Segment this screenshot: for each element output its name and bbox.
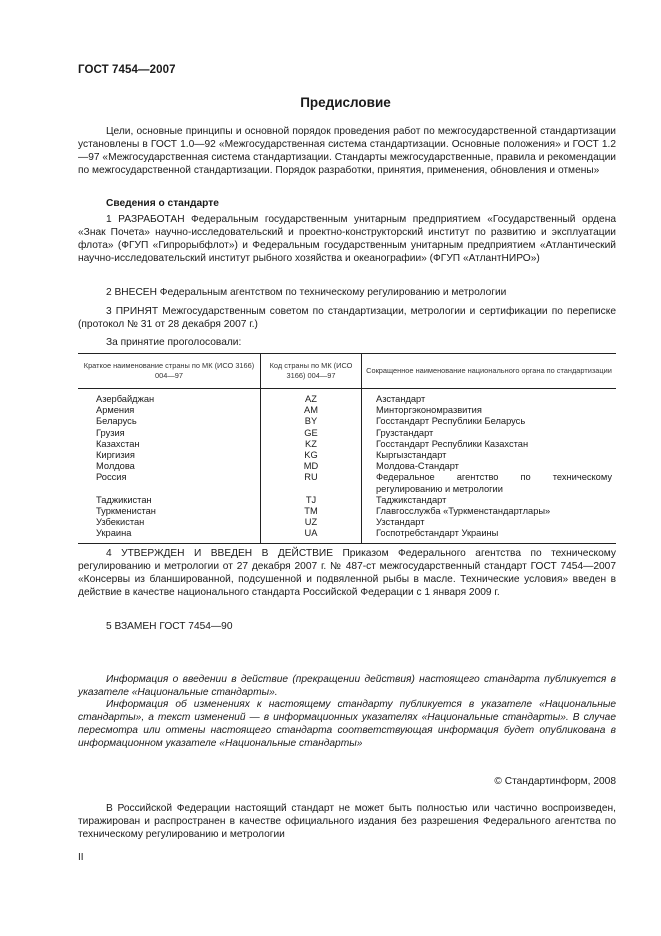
code-cell: UZ xyxy=(261,517,362,528)
table-row xyxy=(78,450,616,461)
intro-section xyxy=(78,125,616,177)
body-cell: Азстандарт xyxy=(362,389,617,406)
country-cell: Россия xyxy=(96,472,127,483)
body-cell: Госстандарт Республики Беларусь xyxy=(362,416,617,427)
code-cell: TM xyxy=(261,506,362,517)
country-cell: Армения xyxy=(96,405,135,416)
code-cell: KZ xyxy=(261,439,362,450)
country-cell: Таджикистан xyxy=(96,494,152,505)
column-header-body: Сокращенное наименование национального органа по стандартизации xyxy=(362,354,617,389)
code-cell: BY xyxy=(261,416,362,427)
notice-1 xyxy=(78,673,616,699)
code-cell: GE xyxy=(261,428,362,439)
body-cell: Таджикстандарт xyxy=(362,495,617,506)
item-3 xyxy=(78,305,616,331)
body-cell: Молдова-Стандарт xyxy=(362,461,617,472)
item-5 xyxy=(78,620,616,633)
item-5-text: 5 ВЗАМЕН ГОСТ 7454—90 xyxy=(106,621,233,632)
table-row xyxy=(78,472,616,494)
notice-2-text: Информация об изменениях к настоящему стандарту публикуется в указателе «Национальные стандарты», а текст изменений — в информационных указателях «Национальные стандарты». В случае пересмотра или отмены настоящего стандарта соответствующая информация будет опубликована в информационном указателе «Национальные стандарты» xyxy=(78,699,616,750)
item-1 xyxy=(78,213,616,265)
item-2-text: 2 ВНЕСЕН Федеральным агентством по техническому регулированию и метрологии xyxy=(106,287,507,298)
column-header-country: Краткое наименование страны по МК (ИСО 3166) 004—97 xyxy=(78,354,261,389)
code-cell: RU xyxy=(261,472,362,494)
vote-caption-block xyxy=(78,336,616,349)
item-4 xyxy=(78,547,616,599)
voting-table xyxy=(78,353,616,544)
notice-1-text: Информация о введении в действие (прекращении действия) настоящего стандарта публикуется в указателе «Национальные стандарты». xyxy=(78,674,616,699)
table-row xyxy=(78,528,616,543)
item-4-text: 4 УТВЕРЖДЕН И ВВЕДЕН В ДЕЙСТВИЕ Приказом Федерального агентства по техническому регулированию и метрологии от 27 декабря 2007 г. № 487-ст межгосударственный стандарт ГОСТ 7454—2007 «Консервы из бланшированной, подсушенной и подвяленной рыбы в масле. Технические условия» введен в действие в качестве национального стандарта Российской Федерации с 1 января 2009 г. xyxy=(78,548,616,599)
body-cell: Узстандарт xyxy=(362,517,617,528)
table-row xyxy=(78,405,616,416)
table-row xyxy=(78,517,616,528)
table-row xyxy=(78,495,616,506)
info-section xyxy=(78,197,616,210)
body-cell: Госпотребстандарт Украины xyxy=(362,528,617,543)
country-cell: Казахстан xyxy=(96,438,140,449)
item-2 xyxy=(78,286,616,299)
vote-caption: За принятие проголосовали: xyxy=(106,337,242,348)
country-cell: Киргизия xyxy=(96,450,135,461)
table-row xyxy=(78,506,616,517)
info-heading: Сведения о стандарте xyxy=(106,198,219,209)
column-header-code: Код страны по МК (ИСО 3166) 004—97 xyxy=(261,354,362,389)
body-cell: Федеральное агентство по техническому регулированию и метрологии xyxy=(362,472,617,494)
copyright-text: © Стандартинформ, 2008 xyxy=(494,776,616,787)
body-cell: Кыргызстандарт xyxy=(362,450,617,461)
country-cell: Туркменистан xyxy=(96,506,156,517)
country-cell: Беларусь xyxy=(96,416,137,427)
table-row xyxy=(78,428,616,439)
notice-2 xyxy=(78,698,616,750)
copyright-line xyxy=(78,775,616,788)
table-header-row xyxy=(78,354,616,389)
page-number: II xyxy=(78,852,84,863)
country-cell: Узбекистан xyxy=(96,517,145,528)
code-cell: AM xyxy=(261,405,362,416)
country-cell: Азербайджан xyxy=(96,394,155,404)
code-cell: UA xyxy=(261,528,362,543)
body-cell: Грузстандарт xyxy=(362,428,617,439)
country-cell: Молдова xyxy=(96,461,135,472)
table-row xyxy=(78,439,616,450)
page-title: Предисловие xyxy=(300,95,391,110)
body-cell: Госстандарт Республики Казахстан xyxy=(362,439,617,450)
code-cell: MD xyxy=(261,461,362,472)
code-cell: KG xyxy=(261,450,362,461)
table-row xyxy=(78,416,616,427)
code-cell: AZ xyxy=(261,389,362,406)
country-cell: Грузия xyxy=(96,427,125,438)
table-row xyxy=(78,461,616,472)
legal-text: В Российской Федерации настоящий стандарт не может быть полностью или частично воспроизведен, тиражирован и распространен в качестве официального издания без разрешения Федерального агентства по техническому регулированию и метрологии xyxy=(78,803,616,841)
body-cell: Главгосслужба «Туркменстандартлары» xyxy=(362,506,617,517)
intro-paragraph: Цели, основные принципы и основной порядок проведения работ по межгосударственной стандартизации установлены в ГОСТ 1.0—92 «Межгосударственная система стандартизации. Основные положения» и ГОСТ 1.2—97 «Межгосударственная система стандартизации. Стандарты межгосударственные, правила и рекомендации по межгосударственной стандартизации. Порядок разработки, принятия, применения, обновления и отмены» xyxy=(78,126,616,177)
country-cell: Украина xyxy=(78,528,261,543)
legal-notice xyxy=(78,802,616,841)
table-row xyxy=(78,389,616,406)
document-header: ГОСТ 7454—2007 xyxy=(78,64,176,76)
code-cell: TJ xyxy=(261,495,362,506)
body-cell: Минторгэкономразвития xyxy=(362,405,617,416)
item-1-text: 1 РАЗРАБОТАН Федеральным государственным унитарным предприятием «Государственный ордена «Знак Почета» научно-исследовательский и проектно-конструкторский институт по развитию и эксплуатации флота» (ФГУП «Гипрорыбфлот») и Федеральным государственным унитарным предприятием «Атлантический научно-исследовательский институт рыбного хозяйства и океанографии» (ФГУП «АтлантНИРО») xyxy=(78,214,616,265)
item-3-text: 3 ПРИНЯТ Межгосударственным советом по стандартизации, метрологии и сертификации по переписке (протокол № 31 от 28 декабря 2007 г.) xyxy=(78,306,616,331)
